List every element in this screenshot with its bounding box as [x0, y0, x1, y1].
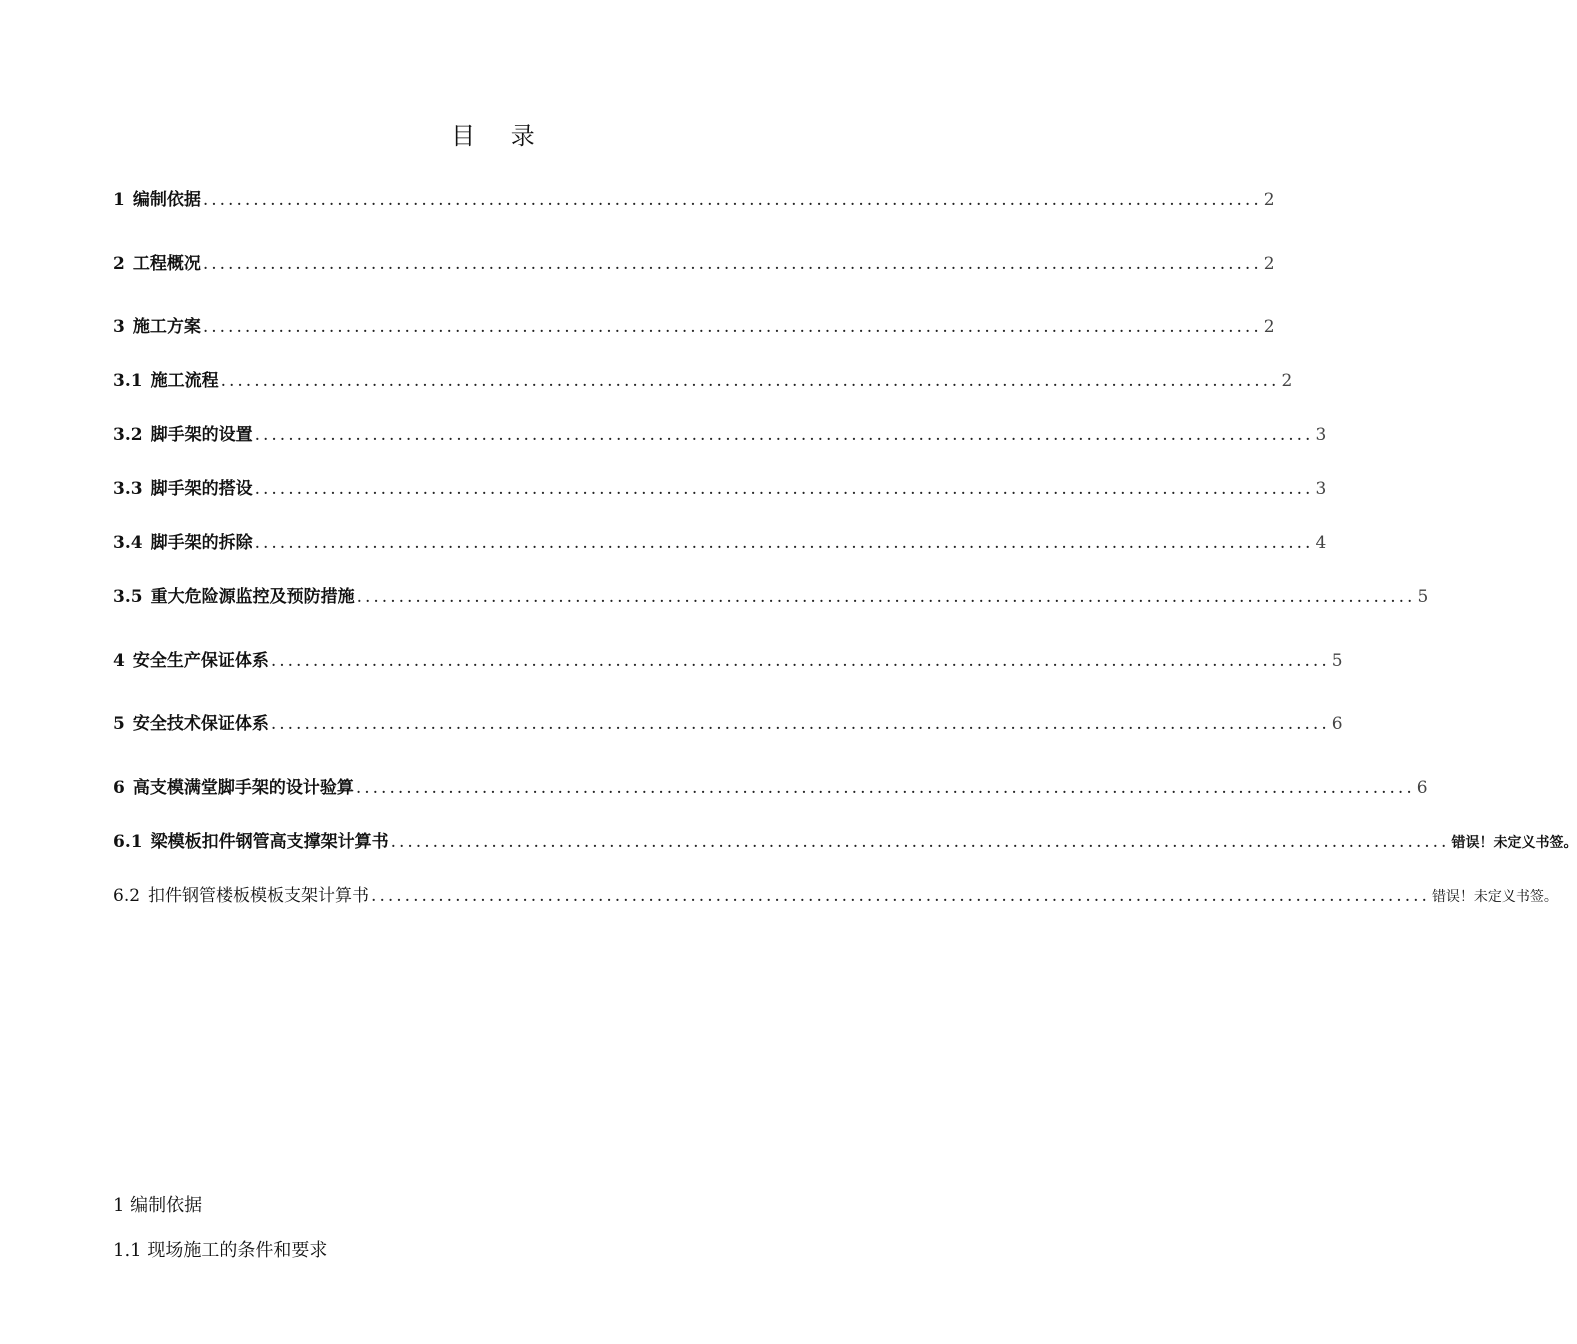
- toc-entry-page: 6: [1331, 714, 1343, 734]
- toc-leader-dots: ..............................................................................................................................: [254, 425, 1314, 445]
- toc-entry-number: 3.1: [113, 371, 143, 391]
- toc-entry-page: 错误！未定义书签。: [1431, 889, 1558, 905]
- toc-leader-dots: ..............................................................................................................................: [270, 714, 1330, 734]
- toc-entry-number: 2: [113, 254, 125, 274]
- toc-entry-title: 安全技术保证体系: [132, 714, 269, 734]
- toc-entry-page: 5: [1417, 587, 1429, 607]
- toc-leader-dots: ..............................................................................................................................: [202, 254, 1262, 274]
- toc-entry[interactable]: [113, 773, 1428, 798]
- toc-entry-title: 编制依据: [132, 190, 201, 210]
- toc-entry-title: 施工方案: [132, 317, 201, 337]
- toc-entry[interactable]: [113, 582, 1429, 607]
- toc-leader-dots: ..............................................................................................................................: [270, 651, 1330, 671]
- toc-entry-page: 5: [1331, 651, 1343, 671]
- toc-leader-dots: ..............................................................................................................................: [202, 317, 1262, 337]
- toc-entry-title: 脚手架的搭设: [150, 479, 253, 499]
- toc-entry-page: 3: [1315, 425, 1327, 445]
- toc-entry-number: 4: [113, 651, 125, 671]
- toc-entry-number: 1: [113, 190, 125, 210]
- toc-leader-dots: ..............................................................................................................................: [254, 533, 1314, 553]
- section-heading: 1 编制依据: [113, 1195, 203, 1216]
- toc-entry[interactable]: [113, 827, 1577, 852]
- toc-entry-page: 2: [1263, 317, 1275, 337]
- toc-leader-dots: ..............................................................................................................................: [390, 832, 1450, 852]
- toc-entry[interactable]: [113, 312, 1275, 337]
- toc-entry-page: 错误！未定义书签。: [1451, 835, 1577, 851]
- toc-entry[interactable]: [113, 420, 1327, 445]
- toc-entry-number: 3: [113, 317, 125, 337]
- toc-entry[interactable]: [113, 646, 1343, 671]
- toc-entry[interactable]: [113, 709, 1343, 734]
- toc-entry[interactable]: [113, 474, 1327, 499]
- toc-entry-number: 3.5: [113, 587, 143, 607]
- toc-leader-dots: ..............................................................................................................................: [355, 778, 1415, 798]
- toc-entry[interactable]: [113, 528, 1327, 553]
- toc-leader-dots: ..............................................................................................................................: [202, 190, 1262, 210]
- toc-entry-title: 施工流程: [150, 371, 219, 391]
- toc-entry-page: 2: [1263, 254, 1275, 274]
- toc-entry[interactable]: [113, 185, 1275, 210]
- toc-leader-dots: ..............................................................................................................................: [220, 371, 1280, 391]
- toc-entry-page: 2: [1263, 190, 1275, 210]
- toc-entry[interactable]: [113, 881, 1558, 906]
- toc-entry-page: 2: [1281, 371, 1293, 391]
- toc-entry-page: 6: [1416, 778, 1428, 798]
- toc-entry[interactable]: [113, 366, 1293, 391]
- toc-entry-number: 3.2: [113, 425, 143, 445]
- toc-entry-number: 3.3: [113, 479, 143, 499]
- toc-entry-page: 4: [1315, 533, 1327, 553]
- toc-entry-number: 3.4: [113, 533, 143, 553]
- toc-entry-title: 扣件钢管楼板模板支架计算书: [148, 886, 370, 906]
- toc-entry-title: 高支模满堂脚手架的设计验算: [132, 778, 354, 798]
- toc-entry-title: 脚手架的拆除: [150, 533, 253, 553]
- toc-entry-title: 重大危险源监控及预防措施: [150, 587, 355, 607]
- subsection-heading: 1.1 现场施工的条件和要求: [113, 1240, 328, 1261]
- toc-entry-number: 6.1: [113, 832, 143, 852]
- toc-leader-dots: ..............................................................................................................................: [254, 479, 1314, 499]
- toc-entry-number: 6.2: [113, 886, 141, 906]
- toc-entry[interactable]: [113, 249, 1275, 274]
- toc-title: 目 录: [451, 122, 549, 150]
- toc-entry-page: 3: [1315, 479, 1327, 499]
- toc-entry-title: 安全生产保证体系: [132, 651, 269, 671]
- toc-entry-title: 梁模板扣件钢管高支撑架计算书: [150, 832, 389, 852]
- toc-leader-dots: ..............................................................................................................................: [356, 587, 1416, 607]
- toc-entry-title: 脚手架的设置: [150, 425, 253, 445]
- toc-entry-number: 6: [113, 778, 125, 798]
- toc-leader-dots: ..............................................................................................................................: [371, 886, 1430, 906]
- toc-entry-title: 工程概况: [132, 254, 201, 274]
- toc-entry-number: 5: [113, 714, 125, 734]
